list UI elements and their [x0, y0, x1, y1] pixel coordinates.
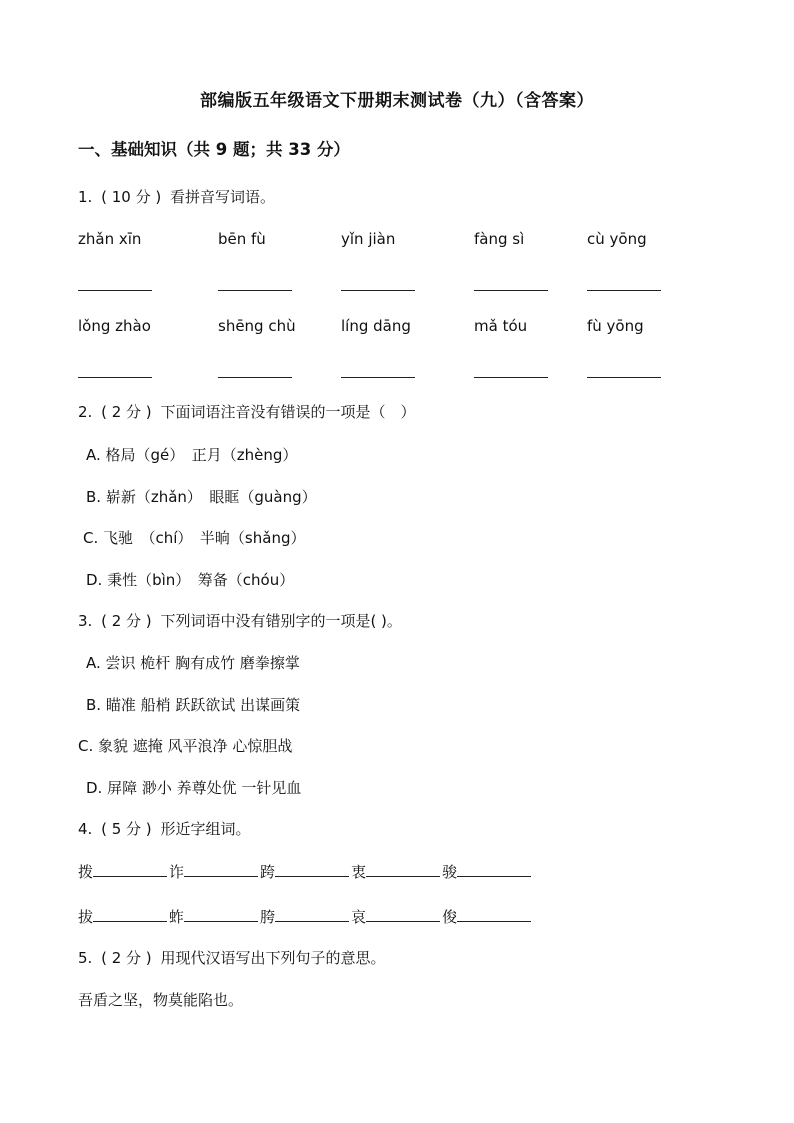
question-1 — [78, 186, 275, 207]
question-text: 形近字组词。 — [160, 820, 251, 838]
pinyin-item: lǒng zhào — [78, 317, 151, 335]
question-number: 3. — [78, 612, 93, 630]
answer-blank[interactable] — [587, 290, 661, 291]
question-text: 看拼音写词语。 — [169, 188, 275, 206]
pinyin-item: líng dāng — [341, 317, 411, 335]
char-label: 胯 — [260, 908, 276, 926]
answer-blank[interactable] — [184, 907, 258, 922]
answer-blank[interactable] — [341, 377, 415, 378]
answer-blank[interactable] — [474, 290, 548, 291]
question-score: ( 2 分 ) — [101, 612, 152, 630]
question-number: 5. — [78, 949, 93, 967]
answer-blank[interactable] — [457, 862, 531, 877]
question-5 — [78, 947, 385, 968]
answer-blank[interactable] — [184, 862, 258, 877]
answer-blank[interactable] — [218, 290, 292, 291]
option-b[interactable]: B. 崭新（zhǎn） 眼眶（guàng） — [86, 488, 317, 506]
char-label: 骏 — [442, 863, 458, 881]
page-title: 部编版五年级语文下册期末测试卷（九）（含答案） — [200, 91, 594, 111]
question-number: 4. — [78, 820, 93, 838]
answer-blank[interactable] — [275, 862, 349, 877]
pinyin-item: zhǎn xīn — [78, 230, 142, 248]
question-score: ( 2 分 ) — [101, 403, 152, 421]
answer-blank[interactable] — [341, 290, 415, 291]
question-text: 下列词语中没有错别字的一项是( )。 — [160, 612, 402, 630]
question-score: ( 2 分 ) — [101, 949, 152, 967]
pinyin-item: fù yōng — [587, 317, 644, 335]
char-label: 衷 — [351, 863, 367, 881]
word-form-row — [78, 906, 533, 927]
pinyin-item: shēng chù — [218, 317, 296, 335]
question-number: 1. — [78, 188, 93, 206]
question-score: ( 5 分 ) — [101, 820, 152, 838]
char-label: 跨 — [260, 863, 276, 881]
char-label: 诈 — [169, 863, 185, 881]
question-4 — [78, 818, 250, 839]
pinyin-item: fàng sì — [474, 230, 525, 248]
answer-blank[interactable] — [78, 377, 152, 378]
char-label: 哀 — [351, 908, 367, 926]
pinyin-item: yǐn jiàn — [341, 230, 396, 248]
question-3 — [78, 610, 402, 631]
answer-blank[interactable] — [93, 907, 167, 922]
question-number: 2. — [78, 403, 93, 421]
answer-blank[interactable] — [587, 377, 661, 378]
char-label: 蚱 — [169, 908, 185, 926]
option-d[interactable]: D. 秉性（bìn） 筹备（chóu） — [86, 571, 295, 589]
classical-sentence: 吾盾之坚，物莫能陷也。 — [78, 991, 244, 1009]
answer-blank[interactable] — [366, 862, 440, 877]
pinyin-item: cù yōng — [587, 230, 647, 248]
option-c[interactable]: C. 飞驰 （chí） 半晌（shǎng） — [83, 529, 306, 547]
answer-blank[interactable] — [366, 907, 440, 922]
question-text: 用现代汉语写出下列句子的意思。 — [160, 949, 386, 967]
answer-blank[interactable] — [218, 377, 292, 378]
answer-blank[interactable] — [275, 907, 349, 922]
section-heading: 一、基础知识（共 9 题；共 33 分） — [78, 140, 350, 159]
question-2 — [78, 401, 415, 422]
option-c[interactable]: C. 象貌 遮掩 风平浪净 心惊胆战 — [78, 737, 293, 755]
char-label: 俊 — [442, 908, 458, 926]
answer-blank[interactable] — [457, 907, 531, 922]
pinyin-item: bēn fù — [218, 230, 266, 248]
answer-blank[interactable] — [78, 290, 152, 291]
question-score: ( 10 分 ) — [101, 188, 162, 206]
answer-blank[interactable] — [474, 377, 548, 378]
question-text: 下面词语注音没有错误的一项是（ ） — [160, 403, 416, 421]
answer-blank[interactable] — [93, 862, 167, 877]
char-label: 拔 — [78, 908, 94, 926]
option-a[interactable]: A. 尝识 桅杆 胸有成竹 磨拳擦掌 — [86, 654, 300, 672]
word-form-row — [78, 861, 533, 882]
char-label: 拨 — [78, 863, 94, 881]
pinyin-item: mǎ tóu — [474, 317, 528, 335]
option-a[interactable]: A. 格局（gé） 正月（zhèng） — [86, 446, 298, 464]
option-d[interactable]: D. 屏障 渺小 养尊处优 一针见血 — [86, 779, 302, 797]
option-b[interactable]: B. 瞄准 船梢 跃跃欲试 出谋画策 — [86, 696, 301, 714]
